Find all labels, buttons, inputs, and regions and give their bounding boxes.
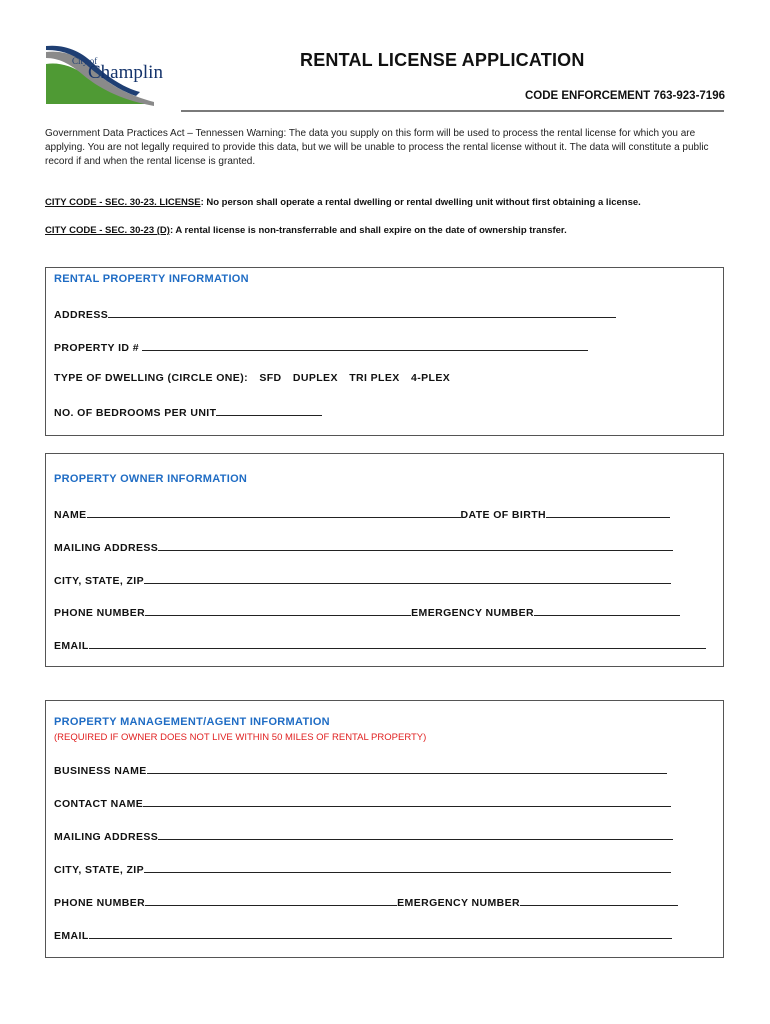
agent-mailing-field[interactable]	[158, 828, 673, 840]
agent-emergency-field[interactable]	[520, 894, 678, 906]
agent-section	[45, 700, 724, 958]
field-label: MAILING ADDRESS	[54, 542, 159, 554]
dwelling-type-row	[54, 372, 450, 384]
email-row	[54, 927, 672, 942]
field-label: EMAIL	[54, 640, 89, 652]
property-id-field[interactable]	[142, 339, 588, 351]
business-row	[54, 762, 667, 777]
field-label: EMAIL	[54, 930, 89, 942]
city-code-transfer	[45, 225, 567, 236]
dwelling-option-triplex[interactable]: TRI PLEX	[349, 372, 400, 384]
logo-name: Champlin	[88, 62, 163, 83]
section-title: PROPERTY MANAGEMENT/AGENT INFORMATION	[54, 716, 330, 728]
owner-emergency-field[interactable]	[534, 604, 680, 616]
agent-business-field[interactable]	[147, 762, 667, 774]
agent-requirement-note: (REQUIRED IF OWNER DOES NOT LIVE WITHIN 50 MILES OF RENTAL PROPERTY)	[54, 732, 427, 743]
field-label: NO. OF BEDROOMS PER UNIT	[54, 407, 217, 419]
agent-city-field[interactable]	[144, 861, 671, 873]
city-code-ref: CITY CODE - SEC. 30-23. LICENSE	[45, 197, 201, 208]
agent-contact-field[interactable]	[143, 795, 671, 807]
data-practices-warning: Government Data Practices Act – Tennessen Warning: The data you supply on this form will be used to process the rental license for which you are applying. You are not legally required to provide this data, but we will be unable to process the rental license without it. The data will constitute a public record if and when the rental license is granted.	[45, 128, 709, 167]
field-label: TYPE OF DWELLING (CIRCLE ONE):	[54, 372, 248, 384]
section-title: RENTAL PROPERTY INFORMATION	[54, 273, 249, 285]
address-row	[54, 306, 616, 321]
header-divider	[181, 110, 724, 112]
email-row	[54, 637, 706, 652]
owner-mailing-field[interactable]	[158, 539, 673, 551]
city-code-ref: CITY CODE - SEC. 30-23 (D)	[45, 225, 170, 236]
agent-email-field[interactable]	[89, 927, 672, 939]
field-label: EMERGENCY NUMBER	[397, 897, 521, 909]
city-code-text: : A rental license is non-transferrable and shall expire on the date of ownership transfer.	[169, 225, 567, 236]
contact-row	[54, 795, 671, 810]
phone-row	[54, 604, 680, 619]
owner-section	[45, 453, 724, 667]
mailing-row	[54, 828, 673, 843]
phone-row	[54, 894, 678, 909]
owner-phone-field[interactable]	[145, 604, 411, 616]
dwelling-option-duplex[interactable]: DUPLEX	[292, 372, 338, 384]
owner-email-field[interactable]	[89, 637, 706, 649]
field-label: MAILING ADDRESS	[54, 831, 159, 843]
field-label: CONTACT NAME	[54, 798, 144, 810]
field-label: ADDRESS	[54, 309, 109, 321]
city-row	[54, 861, 671, 876]
field-label: EMERGENCY NUMBER	[411, 607, 535, 619]
field-label: PHONE NUMBER	[54, 897, 146, 909]
field-label: NAME	[54, 509, 87, 521]
field-label: BUSINESS NAME	[54, 765, 147, 777]
field-label: PROPERTY ID #	[54, 342, 139, 354]
owner-dob-field[interactable]	[546, 506, 670, 518]
city-code-license	[45, 197, 641, 208]
mailing-row	[54, 539, 673, 554]
field-label: CITY, STATE, ZIP	[54, 864, 145, 876]
rental-property-section	[45, 267, 724, 436]
property-id-row	[54, 339, 588, 354]
bedrooms-field[interactable]	[216, 404, 322, 416]
city-code-text: : No person shall operate a rental dwelling or rental dwelling unit without first obtaining a license.	[200, 197, 641, 208]
code-enforcement-phone: CODE ENFORCEMENT 763-923-7196	[524, 90, 725, 102]
field-label: DATE OF BIRTH	[460, 509, 547, 521]
dwelling-option-sfd[interactable]: SFD	[259, 372, 282, 384]
bedrooms-row	[54, 404, 322, 419]
city-row	[54, 572, 671, 587]
section-title: PROPERTY OWNER INFORMATION	[54, 473, 248, 485]
owner-name-field[interactable]	[87, 506, 461, 518]
logo-small-text: City of	[72, 56, 98, 66]
address-field[interactable]	[108, 306, 616, 318]
field-label: CITY, STATE, ZIP	[54, 575, 145, 587]
name-row	[54, 506, 670, 521]
owner-city-field[interactable]	[144, 572, 671, 584]
agent-phone-field[interactable]	[145, 894, 397, 906]
field-label: PHONE NUMBER	[54, 607, 146, 619]
dwelling-option-4plex[interactable]: 4-PLEX	[410, 372, 451, 384]
page-title: RENTAL LICENSE APPLICATION	[300, 50, 585, 70]
